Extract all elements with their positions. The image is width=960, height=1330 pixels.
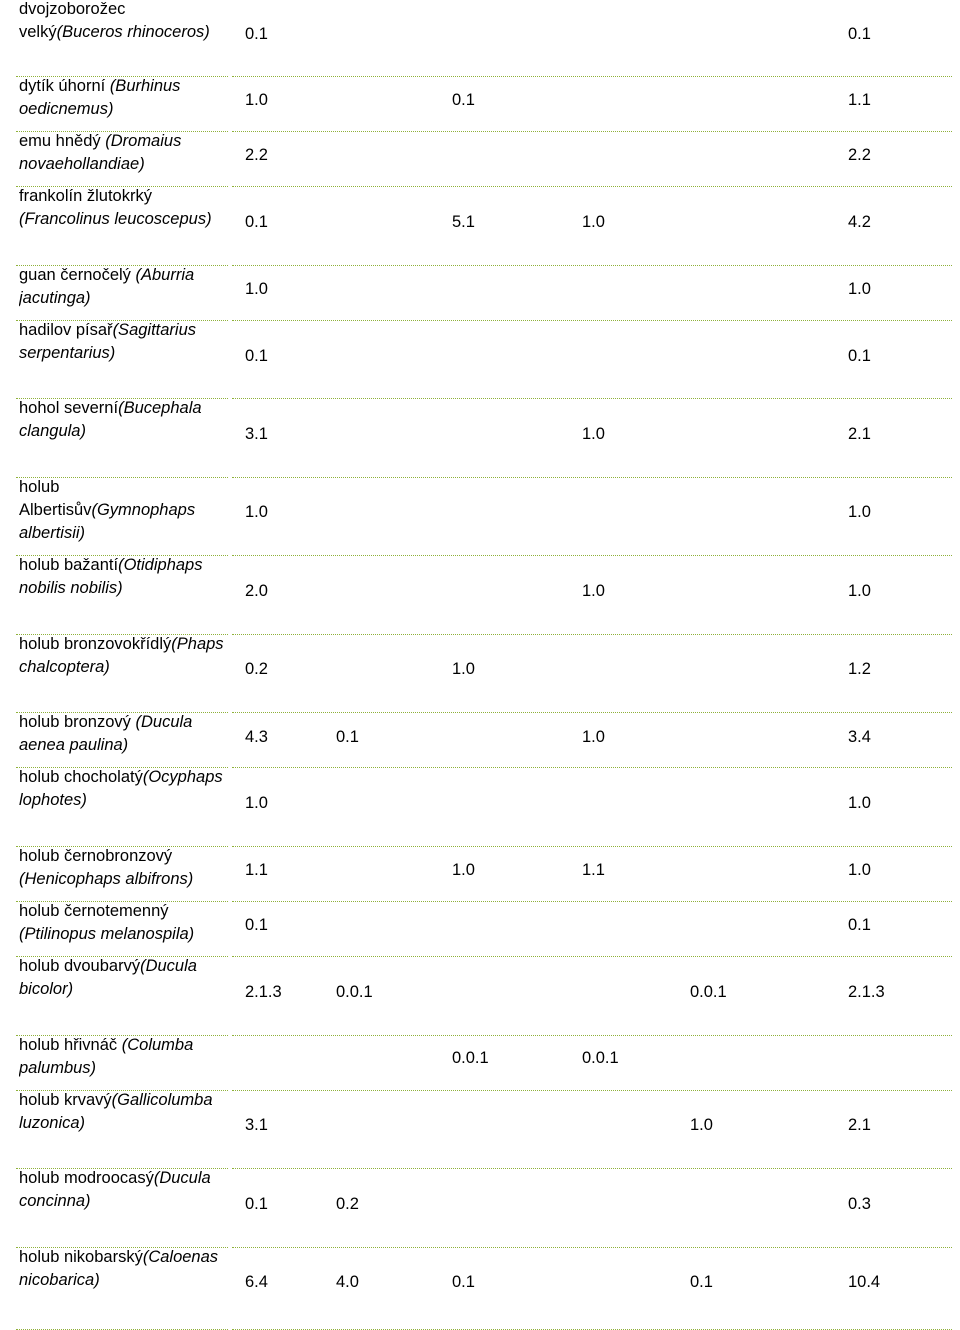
value-cell-col-1: 0.1 bbox=[245, 347, 268, 365]
species-common-name: holub bronzový bbox=[19, 713, 136, 731]
species-common-name: holub bažantí bbox=[19, 556, 119, 574]
value-cell-col-6: 2.1 bbox=[848, 1116, 871, 1134]
value-cell-col-6: 1.1 bbox=[848, 91, 871, 109]
table-row bbox=[0, 1036, 960, 1091]
species-latin-name: (Aburria jacutinga) bbox=[19, 266, 195, 307]
species-common-name: holub bronzovokřídlý bbox=[19, 635, 172, 653]
species-name bbox=[19, 633, 231, 679]
table-row bbox=[0, 1248, 960, 1330]
table-row bbox=[0, 1091, 960, 1169]
value-cell-col-4: 1.0 bbox=[582, 425, 605, 443]
value-cell-col-6: 2.2 bbox=[848, 146, 871, 164]
species-latin-name: (Henicophaps albifrons) bbox=[19, 870, 194, 888]
table-row bbox=[0, 635, 960, 713]
species-name bbox=[19, 554, 231, 600]
table-row bbox=[0, 1169, 960, 1248]
value-cell-col-4: 1.0 bbox=[582, 582, 605, 600]
value-cell-col-1: 2.2 bbox=[245, 146, 268, 164]
value-cell-col-1: 3.1 bbox=[245, 425, 268, 443]
species-latin-name: (Ptilinopus melanospila) bbox=[19, 925, 195, 943]
table-row bbox=[0, 713, 960, 768]
value-cell-col-6: 0.1 bbox=[848, 347, 871, 365]
species-name bbox=[19, 264, 231, 310]
species-name bbox=[19, 900, 231, 946]
species-latin-name: (Caloenas nicobarica) bbox=[19, 1248, 219, 1289]
value-cell-col-6: 3.4 bbox=[848, 728, 871, 746]
table-row bbox=[0, 0, 960, 77]
species-latin-name: (Dromaius novaehollandiae) bbox=[19, 132, 182, 173]
species-common-name: holub černobronzový bbox=[19, 847, 173, 865]
species-common-name: hadilov písař bbox=[19, 321, 113, 339]
species-latin-name: (Ocyphaps lophotes) bbox=[19, 768, 223, 809]
value-cell-col-6: 1.0 bbox=[848, 861, 871, 879]
value-cell-col-1: 0.1 bbox=[245, 916, 268, 934]
value-cell-col-6: 1.0 bbox=[848, 794, 871, 812]
species-name bbox=[19, 185, 231, 231]
species-common-name: holub Albertisův bbox=[19, 478, 92, 519]
table-row bbox=[0, 768, 960, 847]
species-name bbox=[19, 476, 231, 545]
species-latin-name: (Sagittarius serpentarius) bbox=[19, 321, 197, 362]
value-cell-col-1: 0.2 bbox=[245, 660, 268, 678]
species-latin-name: (Columba palumbus) bbox=[19, 1036, 194, 1077]
species-common-name: dytík úhorní bbox=[19, 77, 110, 95]
species-common-name: holub dvoubarvý bbox=[19, 957, 141, 975]
value-cell-col-3: 1.0 bbox=[452, 861, 475, 879]
species-name bbox=[19, 1034, 231, 1080]
species-common-name: emu hnědý bbox=[19, 132, 106, 150]
value-cell-col-6: 1.0 bbox=[848, 582, 871, 600]
value-cell-col-6: 2.1 bbox=[848, 425, 871, 443]
species-name bbox=[19, 711, 231, 757]
value-cell-col-2: 0.0.1 bbox=[336, 983, 373, 1001]
value-cell-col-3: 1.0 bbox=[452, 660, 475, 678]
value-cell-col-1: 6.4 bbox=[245, 1273, 268, 1291]
value-cell-col-6: 0.3 bbox=[848, 1195, 871, 1213]
species-common-name: hohol severní bbox=[19, 399, 119, 417]
species-latin-name: (Gallicolumba luzonica) bbox=[19, 1091, 213, 1132]
value-cell-col-1: 0.1 bbox=[245, 25, 268, 43]
value-cell-col-6: 1.0 bbox=[848, 280, 871, 298]
value-cell-col-4: 1.1 bbox=[582, 861, 605, 879]
value-cell-col-1: 1.0 bbox=[245, 91, 268, 109]
value-cell-col-4: 0.0.1 bbox=[582, 1049, 619, 1067]
species-latin-name: (Ducula concinna) bbox=[19, 1169, 211, 1210]
value-cell-col-5: 1.0 bbox=[690, 1116, 713, 1134]
value-cell-col-1: 0.1 bbox=[245, 213, 268, 231]
value-cell-col-6: 1.2 bbox=[848, 660, 871, 678]
table-row bbox=[0, 847, 960, 902]
value-cell-col-1: 2.1.3 bbox=[245, 983, 282, 1001]
value-cell-col-4: 1.0 bbox=[582, 213, 605, 231]
species-name bbox=[19, 1089, 231, 1135]
species-name bbox=[19, 75, 231, 121]
species-latin-name: (Ducula aenea paulina) bbox=[19, 713, 193, 754]
species-common-name: frankolín žlutokrký bbox=[19, 187, 152, 205]
table-row bbox=[0, 321, 960, 399]
species-latin-name: (Burhinus oedicnemus) bbox=[19, 77, 181, 118]
value-cell-col-5: 0.0.1 bbox=[690, 983, 727, 1001]
species-latin-name: (Francolinus leucoscepus) bbox=[19, 210, 212, 228]
species-name bbox=[19, 955, 231, 1001]
value-cell-col-3: 0.0.1 bbox=[452, 1049, 489, 1067]
value-cell-col-2: 0.2 bbox=[336, 1195, 359, 1213]
species-latin-name: (Otidiphaps nobilis nobilis) bbox=[19, 556, 203, 597]
species-name bbox=[19, 845, 231, 891]
species-name bbox=[19, 766, 231, 812]
value-cell-col-6: 0.1 bbox=[848, 25, 871, 43]
value-cell-col-7: 2.1.3 bbox=[848, 983, 885, 1001]
value-cell-col-3: 5.1 bbox=[452, 213, 475, 231]
value-cell-col-1: 0.1 bbox=[245, 1195, 268, 1213]
value-cell-col-5: 0.1 bbox=[690, 1273, 713, 1291]
value-cell-col-1: 1.0 bbox=[245, 794, 268, 812]
value-cell-col-1: 1.1 bbox=[245, 861, 268, 879]
species-latin-name: (Bucephala clangula) bbox=[19, 399, 202, 440]
value-cell-col-3: 0.1 bbox=[452, 91, 475, 109]
species-latin-name: (Phaps chalcoptera) bbox=[19, 635, 224, 676]
species-latin-name: (Buceros rhinoceros) bbox=[56, 23, 210, 41]
table-row bbox=[0, 556, 960, 635]
table-row bbox=[0, 478, 960, 556]
species-common-name: holub krvavý bbox=[19, 1091, 112, 1109]
value-cell-col-6: 4.2 bbox=[848, 213, 871, 231]
value-cell-col-4: 1.0 bbox=[582, 728, 605, 746]
species-name bbox=[19, 319, 231, 365]
species-latin-name: (Gymnophaps albertisii) bbox=[19, 501, 196, 542]
value-cell-col-1: 1.0 bbox=[245, 280, 268, 298]
table-row bbox=[0, 399, 960, 478]
species-name bbox=[19, 130, 231, 176]
table-row bbox=[0, 902, 960, 957]
value-cell-col-1: 4.3 bbox=[245, 728, 268, 746]
species-name bbox=[19, 0, 231, 44]
species-common-name: holub chocholatý bbox=[19, 768, 143, 786]
species-common-name: holub černotemenný bbox=[19, 902, 169, 920]
table-row bbox=[0, 957, 960, 1036]
value-cell-col-3: 0.1 bbox=[452, 1273, 475, 1291]
table-row bbox=[0, 266, 960, 321]
species-common-name: guan černočelý bbox=[19, 266, 136, 284]
species-name bbox=[19, 1167, 231, 1213]
value-cell-col-1: 1.0 bbox=[245, 503, 268, 521]
value-cell-col-1: 3.1 bbox=[245, 1116, 268, 1134]
value-cell-col-2: 4.0 bbox=[336, 1273, 359, 1291]
species-common-name: dvojzoborožec velký bbox=[19, 0, 126, 41]
value-cell-col-6: 10.4 bbox=[848, 1273, 881, 1291]
species-name bbox=[19, 1246, 231, 1292]
value-cell-col-6: 0.1 bbox=[848, 916, 871, 934]
value-cell-col-2: 0.1 bbox=[336, 728, 359, 746]
table-row bbox=[0, 77, 960, 132]
table-row bbox=[0, 132, 960, 187]
table-row bbox=[0, 187, 960, 266]
species-common-name: holub nikobarský bbox=[19, 1248, 143, 1266]
species-latin-name: (Ducula bicolor) bbox=[19, 957, 197, 998]
species-name bbox=[19, 397, 231, 443]
species-common-name: holub hřivnáč bbox=[19, 1036, 122, 1054]
value-cell-col-1: 2.0 bbox=[245, 582, 268, 600]
species-common-name: holub modroocasý bbox=[19, 1169, 154, 1187]
value-cell-col-6: 1.0 bbox=[848, 503, 871, 521]
